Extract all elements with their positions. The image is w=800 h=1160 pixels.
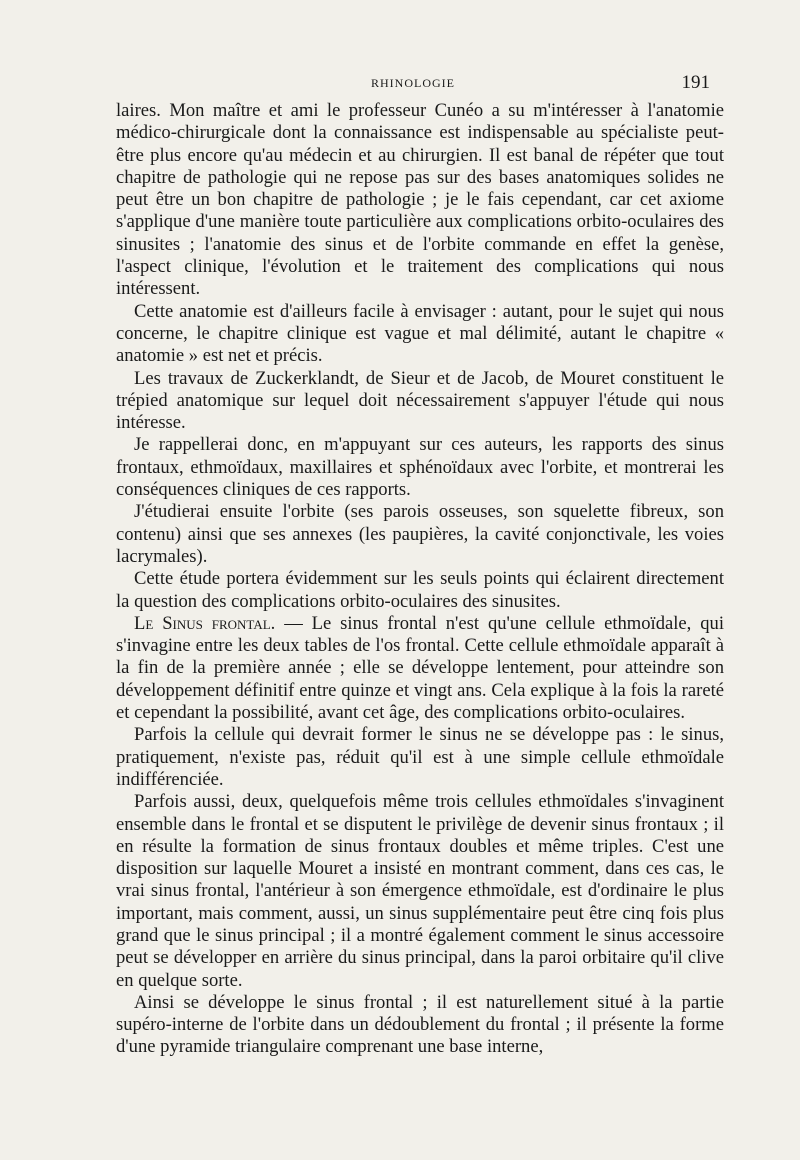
paragraph-5: J'étudierai ensuite l'orbite (ses parois osseuses, son squelette fibreux, son contenu) ainsi que ses annexes (les paupières, la cavité conjonctivale, les voies lacrymales). <box>116 501 724 567</box>
paragraph-4: Je rappellerai donc, en m'appuyant sur ces auteurs, les rapports des sinus frontaux, ethmoïdaux, maxillaires et sphénoïdaux avec l'orbite, et montrerai les conséquences cliniques de ces rapports. <box>116 434 724 501</box>
paragraph-1: laires. Mon maître et ami le professeur Cunéo a su m'intéresser à l'anatomie médico-chirurgicale dont la connaissance est indispensable au spécialiste peut-être plus encore qu'au médecin et au chirurgien. Il est banal de répéter que tout chapitre de pathologie qui ne repose pas sur des bases anatomiques solides ne peut être un bon chapitre de pathologie ; je le fais cependant, car cet axiome s'applique d'une manière toute particulière aux complications orbito-oculaires des sinusites ; l'anatomie des sinus et de l'orbite commande en effet la genèse, l'aspect clinique, l'évolution et le traitement des complications qui nous intéressent. <box>116 100 724 300</box>
body-text <box>116 100 724 1059</box>
paragraph-7: — Le sinus frontal n'est qu'une cellule ethmoïdale, qui s'invagine entre les deux tables de l'os frontal. Cette cellule ethmoïdale apparaît à la fin de la première année ; elle se développe lentement, pour atteindre son développement définitif entre quinze et vingt ans. Cela explique à la fois la rareté et cependant la possibilité, avant cet âge, des complications orbito-oculaires. <box>116 612 724 724</box>
paragraph-8: Parfois la cellule qui devrait former le sinus ne se développe pas : le sinus, pratiquement, n'existe pas, réduit qu'il est à une simple cellule ethmoïdale indifférenciée. <box>116 724 724 790</box>
paragraph-10: Ainsi se développe le sinus frontal ; il est naturellement situé à la partie supéro-interne de l'orbite dans un dédoublement du frontal ; il présente la forme d'une pyramide triangulaire comprenant une base interne, <box>116 991 724 1058</box>
running-head <box>116 72 710 96</box>
running-title: RHINOLOGIE <box>371 76 455 90</box>
paragraph-9: Parfois aussi, deux, quelquefois même trois cellules ethmoïdales s'invaginent ensemble dans le frontal et se disputent le privilège de devenir sinus frontaux ; il en résulte la formation de sinus frontaux doubles et même triples. C'est une disposition sur laquelle Mouret a insisté en montrant comment, dans ces cas, le vrai sinus frontal, l'antérieur à son émergence ethmoïdale, est d'ordinaire le plus important, mais comment, aussi, un sinus supplémentaire peut être cinq fois plus grand que le sinus principal ; il a montré également comment le sinus accessoire peut se développer en arrière du sinus principal, dans la paroi orbitaire qu'il clive en quelque sorte. <box>116 791 724 991</box>
paragraph-6: Cette étude portera évidemment sur les seuls points qui éclairent directement la question des complications orbito-oculaires des sinusites. <box>116 568 724 612</box>
paragraph-2: Cette anatomie est d'ailleurs facile à envisager : autant, pour le sujet qui nous concerne, le chapitre clinique est vague et mal délimité, autant le chapitre « anatomie » est net et précis. <box>116 300 724 367</box>
section-heading: Le Sinus frontal. <box>134 612 276 634</box>
paragraph-3: Les travaux de Zuckerklandt, de Sieur et de Jacob, de Mouret constituent le trépied anatomique sur lequel doit nécessairement s'appuyer l'étude qui nous intéresse. <box>116 367 724 434</box>
page-number: 191 <box>681 72 710 93</box>
paragraph-sinus-frontal <box>116 613 724 724</box>
